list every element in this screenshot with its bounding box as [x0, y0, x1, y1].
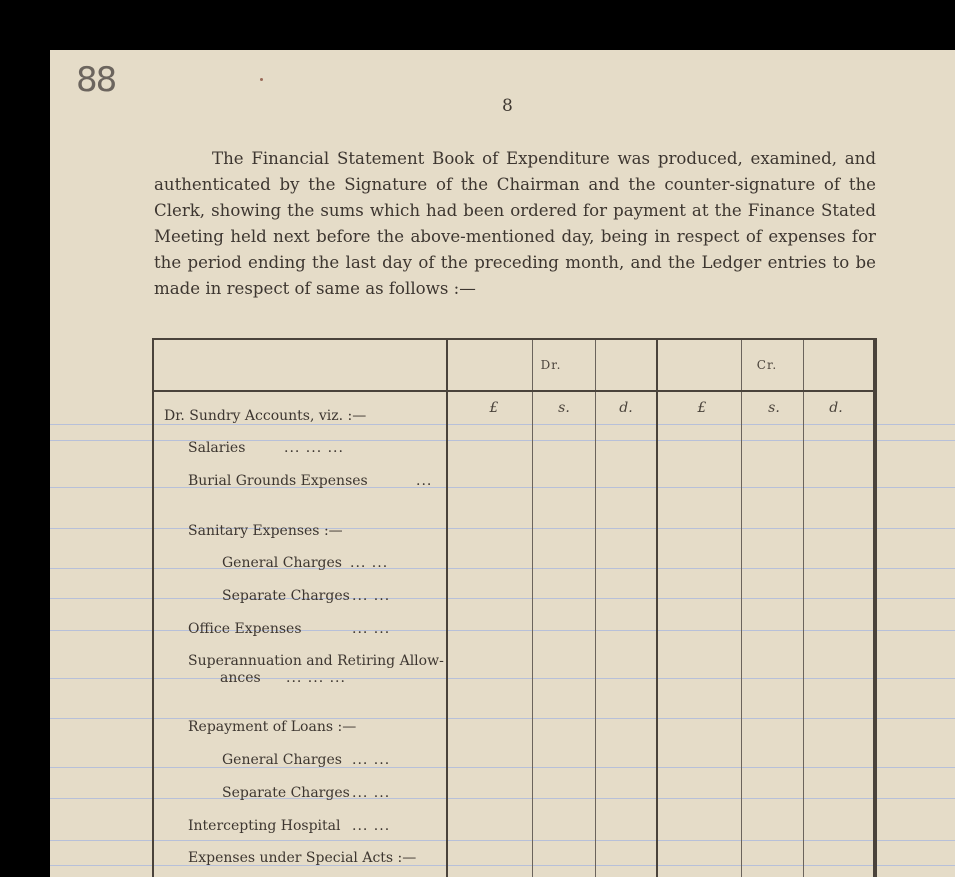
pounds-unit: £: [697, 400, 707, 416]
ledger-table: [152, 338, 877, 877]
row-label: General Charges: [222, 752, 342, 768]
leader-dots: ... ...: [352, 785, 391, 801]
statement-paragraph: [154, 146, 876, 302]
column-divider: [595, 340, 596, 877]
column-divider: [532, 340, 533, 877]
leader-dots: ... ...: [352, 752, 391, 768]
column-divider: [803, 340, 804, 877]
paragraph-line: the period ending the last day of the preceding month, and the Ledger entries to be: [154, 253, 876, 272]
row-label: Office Expenses: [188, 621, 302, 637]
leader-dots: ... ...: [350, 555, 389, 571]
page-number: 8: [502, 96, 513, 116]
column-divider: [873, 340, 875, 877]
paragraph-line: Meeting held next before the above-mentioned day, being in respect of expenses for: [154, 227, 876, 246]
column-divider: [741, 340, 742, 877]
row-label: General Charges: [222, 555, 342, 571]
paragraph-line: authenticated by the Signature of the Chairman and the counter-signature of the: [154, 175, 876, 194]
row-label: Separate Charges: [222, 785, 350, 801]
paragraph-line: The Financial Statement Book of Expenditure was produced, examined, and: [212, 149, 876, 168]
pence-unit: d.: [829, 400, 843, 416]
debit-header: Dr.: [540, 358, 562, 372]
leader-dots: ... ...: [352, 588, 391, 604]
row-label: Salaries: [188, 440, 246, 456]
row-label: Burial Grounds Expenses: [188, 473, 368, 489]
leader-dots: ...: [416, 473, 433, 489]
credit-header: Cr.: [756, 358, 778, 372]
pounds-unit: £: [489, 400, 499, 416]
leader-dots: ... ... ...: [286, 670, 346, 686]
row-label: Separate Charges: [222, 588, 350, 604]
pence-unit: d.: [619, 400, 633, 416]
shillings-unit: s.: [558, 400, 570, 416]
document-page: [50, 50, 955, 877]
shillings-unit: s.: [768, 400, 780, 416]
header-separator: [154, 390, 875, 392]
row-label: Sanitary Expenses :—: [188, 523, 343, 539]
row-label: Repayment of Loans :—: [188, 719, 357, 735]
leader-dots: ... ...: [352, 818, 391, 834]
ink-mark: [260, 78, 263, 81]
column-divider: [446, 340, 448, 877]
paragraph-line: Clerk, showing the sums which had been ordered for payment at the Finance Stated: [154, 201, 876, 220]
column-divider: [656, 340, 658, 877]
folio-number: 88: [76, 60, 116, 100]
row-label: ances: [220, 670, 261, 686]
row-label: Dr. Sundry Accounts, viz. :—: [164, 408, 367, 424]
row-label: Superannuation and Retiring Allow-: [188, 653, 444, 669]
paragraph-line: made in respect of same as follows :—: [154, 279, 476, 298]
leader-dots: ... ...: [352, 621, 391, 637]
leader-dots: ... ... ...: [284, 440, 344, 456]
row-label: Intercepting Hospital: [188, 818, 341, 834]
row-label: Expenses under Special Acts :—: [188, 850, 417, 866]
